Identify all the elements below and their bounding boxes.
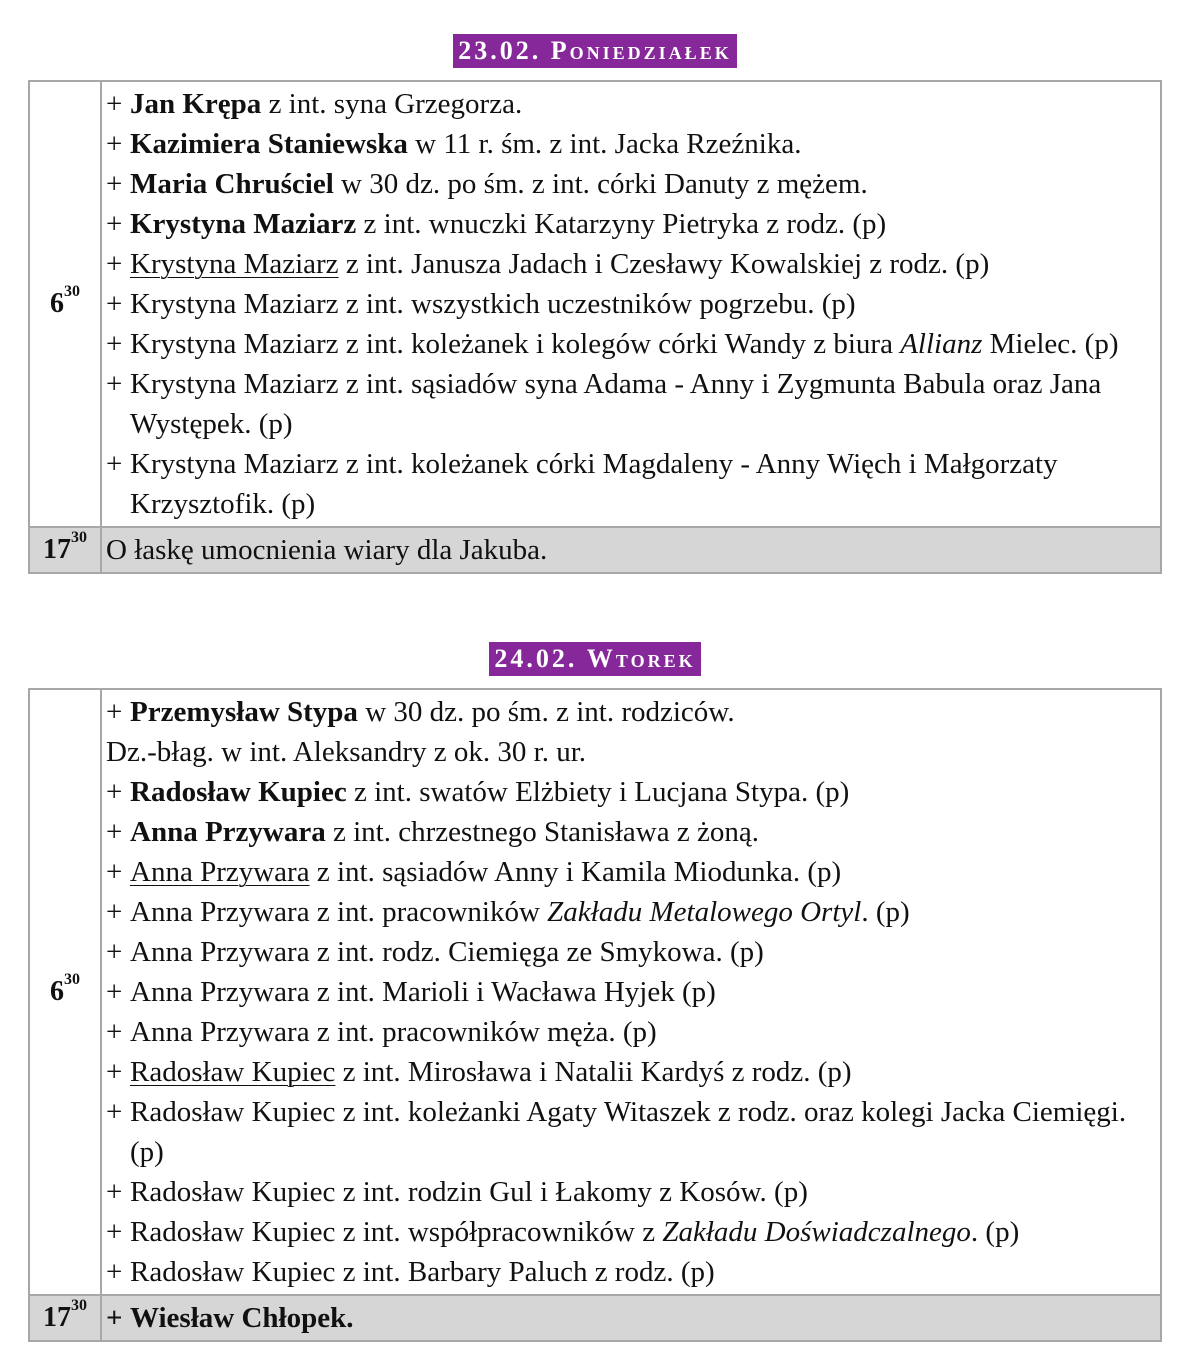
morning-row	[29, 689, 1161, 1295]
day-section-2	[28, 642, 1162, 1342]
intention-entry	[106, 692, 1160, 732]
intention-entry	[106, 324, 1160, 364]
intention-detail: z int. pracowników męża. (p)	[309, 1016, 657, 1048]
deceased-name: Radosław Kupiec	[130, 1176, 336, 1208]
deceased-name: Krystyna Maziarz	[130, 248, 339, 280]
time-hour: 6	[50, 288, 64, 319]
deceased-name: Anna Przywara	[130, 856, 310, 888]
intention-text	[130, 364, 1160, 444]
cross-mark: +	[106, 1016, 123, 1048]
cross-mark: +	[106, 1096, 123, 1128]
intention-text	[130, 1092, 1160, 1172]
deceased-name: Krystyna Maziarz	[130, 208, 357, 240]
intention-text	[130, 692, 1160, 732]
intention-entry	[106, 972, 1160, 1012]
intention-text	[106, 732, 1160, 772]
intention-text	[130, 164, 1160, 204]
deceased-name: Radosław Kupiec	[130, 1096, 336, 1128]
cross-mark: +	[106, 208, 123, 240]
intention-text: O łaskę umocnienia wiary dla Jakuba.	[106, 534, 548, 566]
cross-mark: +	[106, 368, 123, 400]
deceased-name: Anna Przywara	[130, 976, 310, 1008]
deceased-name: Kazimiera Staniewska	[130, 128, 408, 160]
deceased-name: Anna Przywara	[130, 936, 310, 968]
time-cell	[29, 527, 101, 573]
deceased-name: Jan Krępa	[130, 88, 262, 120]
intention-detail: z int. sąsiadów Anny i Kamila Miodunka. (p)	[309, 856, 842, 888]
schedule-table-2	[28, 688, 1162, 1342]
intention-entry	[106, 164, 1160, 204]
intention-text	[130, 892, 1160, 932]
intention-detail: z int. swatów Elżbiety i Lucjana Stypa. (p)	[346, 776, 850, 808]
day-section-1	[28, 34, 1162, 574]
intention-text: Wiesław Chłopek.	[130, 1302, 354, 1334]
cross-mark: +	[106, 328, 123, 360]
intention-detail: z int. sąsiadów syna Adama - Anny i Zygmunta Babula oraz Jana Występek. (p)	[130, 368, 1102, 440]
day-title-2	[489, 642, 700, 676]
intention-text	[130, 1012, 1160, 1052]
intention-text	[130, 84, 1160, 124]
cross-mark: +	[106, 1216, 123, 1248]
time-minute: 30	[64, 283, 80, 300]
intention-text	[130, 772, 1160, 812]
intention-detail: w 30 dz. po śm. z int. córki Danuty z mężem.	[333, 168, 868, 200]
intention-detail: w 11 r. śm. z int. Jacka Rzeźnika.	[407, 128, 802, 160]
intention-detail: z int. Barbary Paluch z rodz. (p)	[335, 1256, 715, 1288]
intention-text	[130, 812, 1160, 852]
evening-entry	[106, 530, 1160, 570]
intention-entry	[106, 84, 1160, 124]
intention-detail: w 30 dz. po śm. z int. rodziców.	[357, 696, 735, 728]
cross-mark: +	[106, 696, 123, 728]
day-header-2	[28, 642, 1162, 680]
entries-cell	[101, 81, 1161, 527]
cross-mark: +	[106, 936, 123, 968]
deceased-name: Krystyna Maziarz	[130, 448, 339, 480]
entries-cell	[101, 689, 1161, 1295]
cross-mark: +	[106, 448, 123, 480]
cross-mark: +	[106, 816, 123, 848]
intention-entry	[106, 772, 1160, 812]
intention-detail-end: Mielec. (p)	[982, 328, 1119, 360]
deceased-name: Anna Przywara	[130, 1016, 310, 1048]
cross-mark: +	[106, 976, 123, 1008]
intention-detail: z int. współpracowników z	[335, 1216, 663, 1248]
intention-text	[130, 1172, 1160, 1212]
deceased-name: Radosław Kupiec	[130, 1256, 336, 1288]
intention-detail: z int. koleżanek córki Magdaleny - Anny Więch i Małgorzaty Krzysztofik. (p)	[130, 448, 1058, 520]
intention-entry	[106, 284, 1160, 324]
intention-entry	[106, 932, 1160, 972]
deceased-name: Radosław Kupiec	[130, 776, 347, 808]
deceased-name: Anna Przywara	[130, 816, 326, 848]
intention-detail: z int. pracowników	[309, 896, 548, 928]
morning-row	[29, 81, 1161, 527]
intention-text	[130, 444, 1160, 524]
evening-entry	[106, 1298, 1160, 1338]
intention-detail-end: . (p)	[861, 896, 910, 928]
intention-entry	[106, 892, 1160, 932]
intention-detail: z int. syna Grzegorza.	[261, 88, 523, 120]
day-name: Poniedziałek	[550, 36, 732, 65]
intention-detail-end: . (p)	[970, 1216, 1020, 1248]
intention-text	[130, 284, 1160, 324]
evening-entry-cell	[101, 1295, 1161, 1341]
deceased-name: Krystyna Maziarz	[130, 368, 339, 400]
day-name: Wtorek	[586, 644, 696, 673]
cross-mark: +	[106, 88, 123, 120]
day-title-1	[453, 34, 736, 68]
intention-detail: z int. koleżanek i kolegów córki Wandy z biura	[338, 328, 901, 360]
deceased-name: Maria Chruściel	[130, 168, 334, 200]
intention-detail: z int. koleżanki Agaty Witaszek z rodz. oraz kolegi Jacka Ciemięgi. (p)	[130, 1096, 1127, 1168]
intention-detail: z int. rodz. Ciemięga ze Smykowa. (p)	[309, 936, 764, 968]
time-cell	[29, 1295, 101, 1341]
intention-entry	[106, 244, 1160, 284]
intention-text	[130, 1252, 1160, 1292]
schedule-table-1	[28, 80, 1162, 574]
intention-text	[130, 1052, 1160, 1092]
deceased-name: Krystyna Maziarz	[130, 288, 339, 320]
intention-entry	[106, 812, 1160, 852]
intention-entry	[106, 1052, 1160, 1092]
deceased-name: Przemysław Stypa	[130, 696, 358, 728]
cross-mark: +	[106, 288, 123, 320]
time-hour: 6	[50, 976, 64, 1007]
intention-entry	[106, 444, 1160, 524]
intention-text	[130, 972, 1160, 1012]
intention-entry	[106, 1172, 1160, 1212]
evening-row	[29, 527, 1161, 573]
time-minute: 30	[64, 971, 80, 988]
intention-text	[130, 932, 1160, 972]
cross-mark: +	[106, 1302, 123, 1334]
company-name: Allianz	[900, 328, 983, 360]
intention-text	[130, 1212, 1160, 1252]
day-date: 23.02.	[458, 36, 542, 65]
cross-mark: +	[106, 128, 123, 160]
intention-entry	[106, 1212, 1160, 1252]
intention-entry	[106, 1012, 1160, 1052]
cross-mark: +	[106, 1056, 123, 1088]
deceased-name: Anna Przywara	[130, 896, 310, 928]
intention-text	[130, 124, 1160, 164]
evening-entry-cell	[101, 527, 1161, 573]
intention-entry	[106, 124, 1160, 164]
cross-mark: +	[106, 776, 123, 808]
intention-entry	[106, 364, 1160, 444]
intention-entry	[106, 1252, 1160, 1292]
intention-detail: z int. wnuczki Katarzyny Pietryka z rodz. (p)	[356, 208, 887, 240]
intention-entry	[106, 1092, 1160, 1172]
intention-detail: z int. chrzestnego Stanisława z żoną.	[325, 816, 759, 848]
intention-entry	[106, 852, 1160, 892]
cross-mark: +	[106, 168, 123, 200]
time-hour: 17	[43, 1302, 71, 1333]
cross-mark: +	[106, 896, 123, 928]
time-cell	[29, 689, 101, 1295]
deceased-name: Radosław Kupiec	[130, 1216, 336, 1248]
intention-text	[130, 324, 1160, 364]
intention-text	[130, 852, 1160, 892]
time-minute: 30	[71, 529, 87, 546]
day-date: 24.02.	[494, 644, 578, 673]
time-cell	[29, 81, 101, 527]
intention-text	[130, 244, 1160, 284]
time-hour: 17	[43, 534, 71, 565]
day-header-1	[28, 34, 1162, 72]
intention-detail: z int. wszystkich uczestników pogrzebu. (p)	[338, 288, 856, 320]
intention-entry	[106, 732, 1160, 772]
cross-mark: +	[106, 248, 123, 280]
cross-mark: +	[106, 1256, 123, 1288]
company-name: Zakładu Doświadczalnego	[662, 1216, 971, 1248]
evening-row	[29, 1295, 1161, 1341]
intention-detail: z int. Marioli i Wacława Hyjek (p)	[309, 976, 716, 1008]
intention-entry	[106, 204, 1160, 244]
intention-detail: z int. rodzin Gul i Łakomy z Kosów. (p)	[335, 1176, 808, 1208]
intention-detail: z int. Mirosława i Natalii Kardyś z rodz. (p)	[335, 1056, 852, 1088]
time-minute: 30	[71, 1297, 87, 1314]
cross-mark: +	[106, 856, 123, 888]
cross-mark: +	[106, 1176, 123, 1208]
deceased-name: Radosław Kupiec	[130, 1056, 336, 1088]
intention-detail: Dz.-błag. w int. Aleksandry z ok. 30 r. ur.	[106, 736, 587, 768]
intention-detail: z int. Janusza Jadach i Czesławy Kowalskiej z rodz. (p)	[338, 248, 990, 280]
deceased-name: Krystyna Maziarz	[130, 328, 339, 360]
company-name: Zakładu Metalowego Ortyl	[547, 896, 862, 928]
intention-text	[130, 204, 1160, 244]
